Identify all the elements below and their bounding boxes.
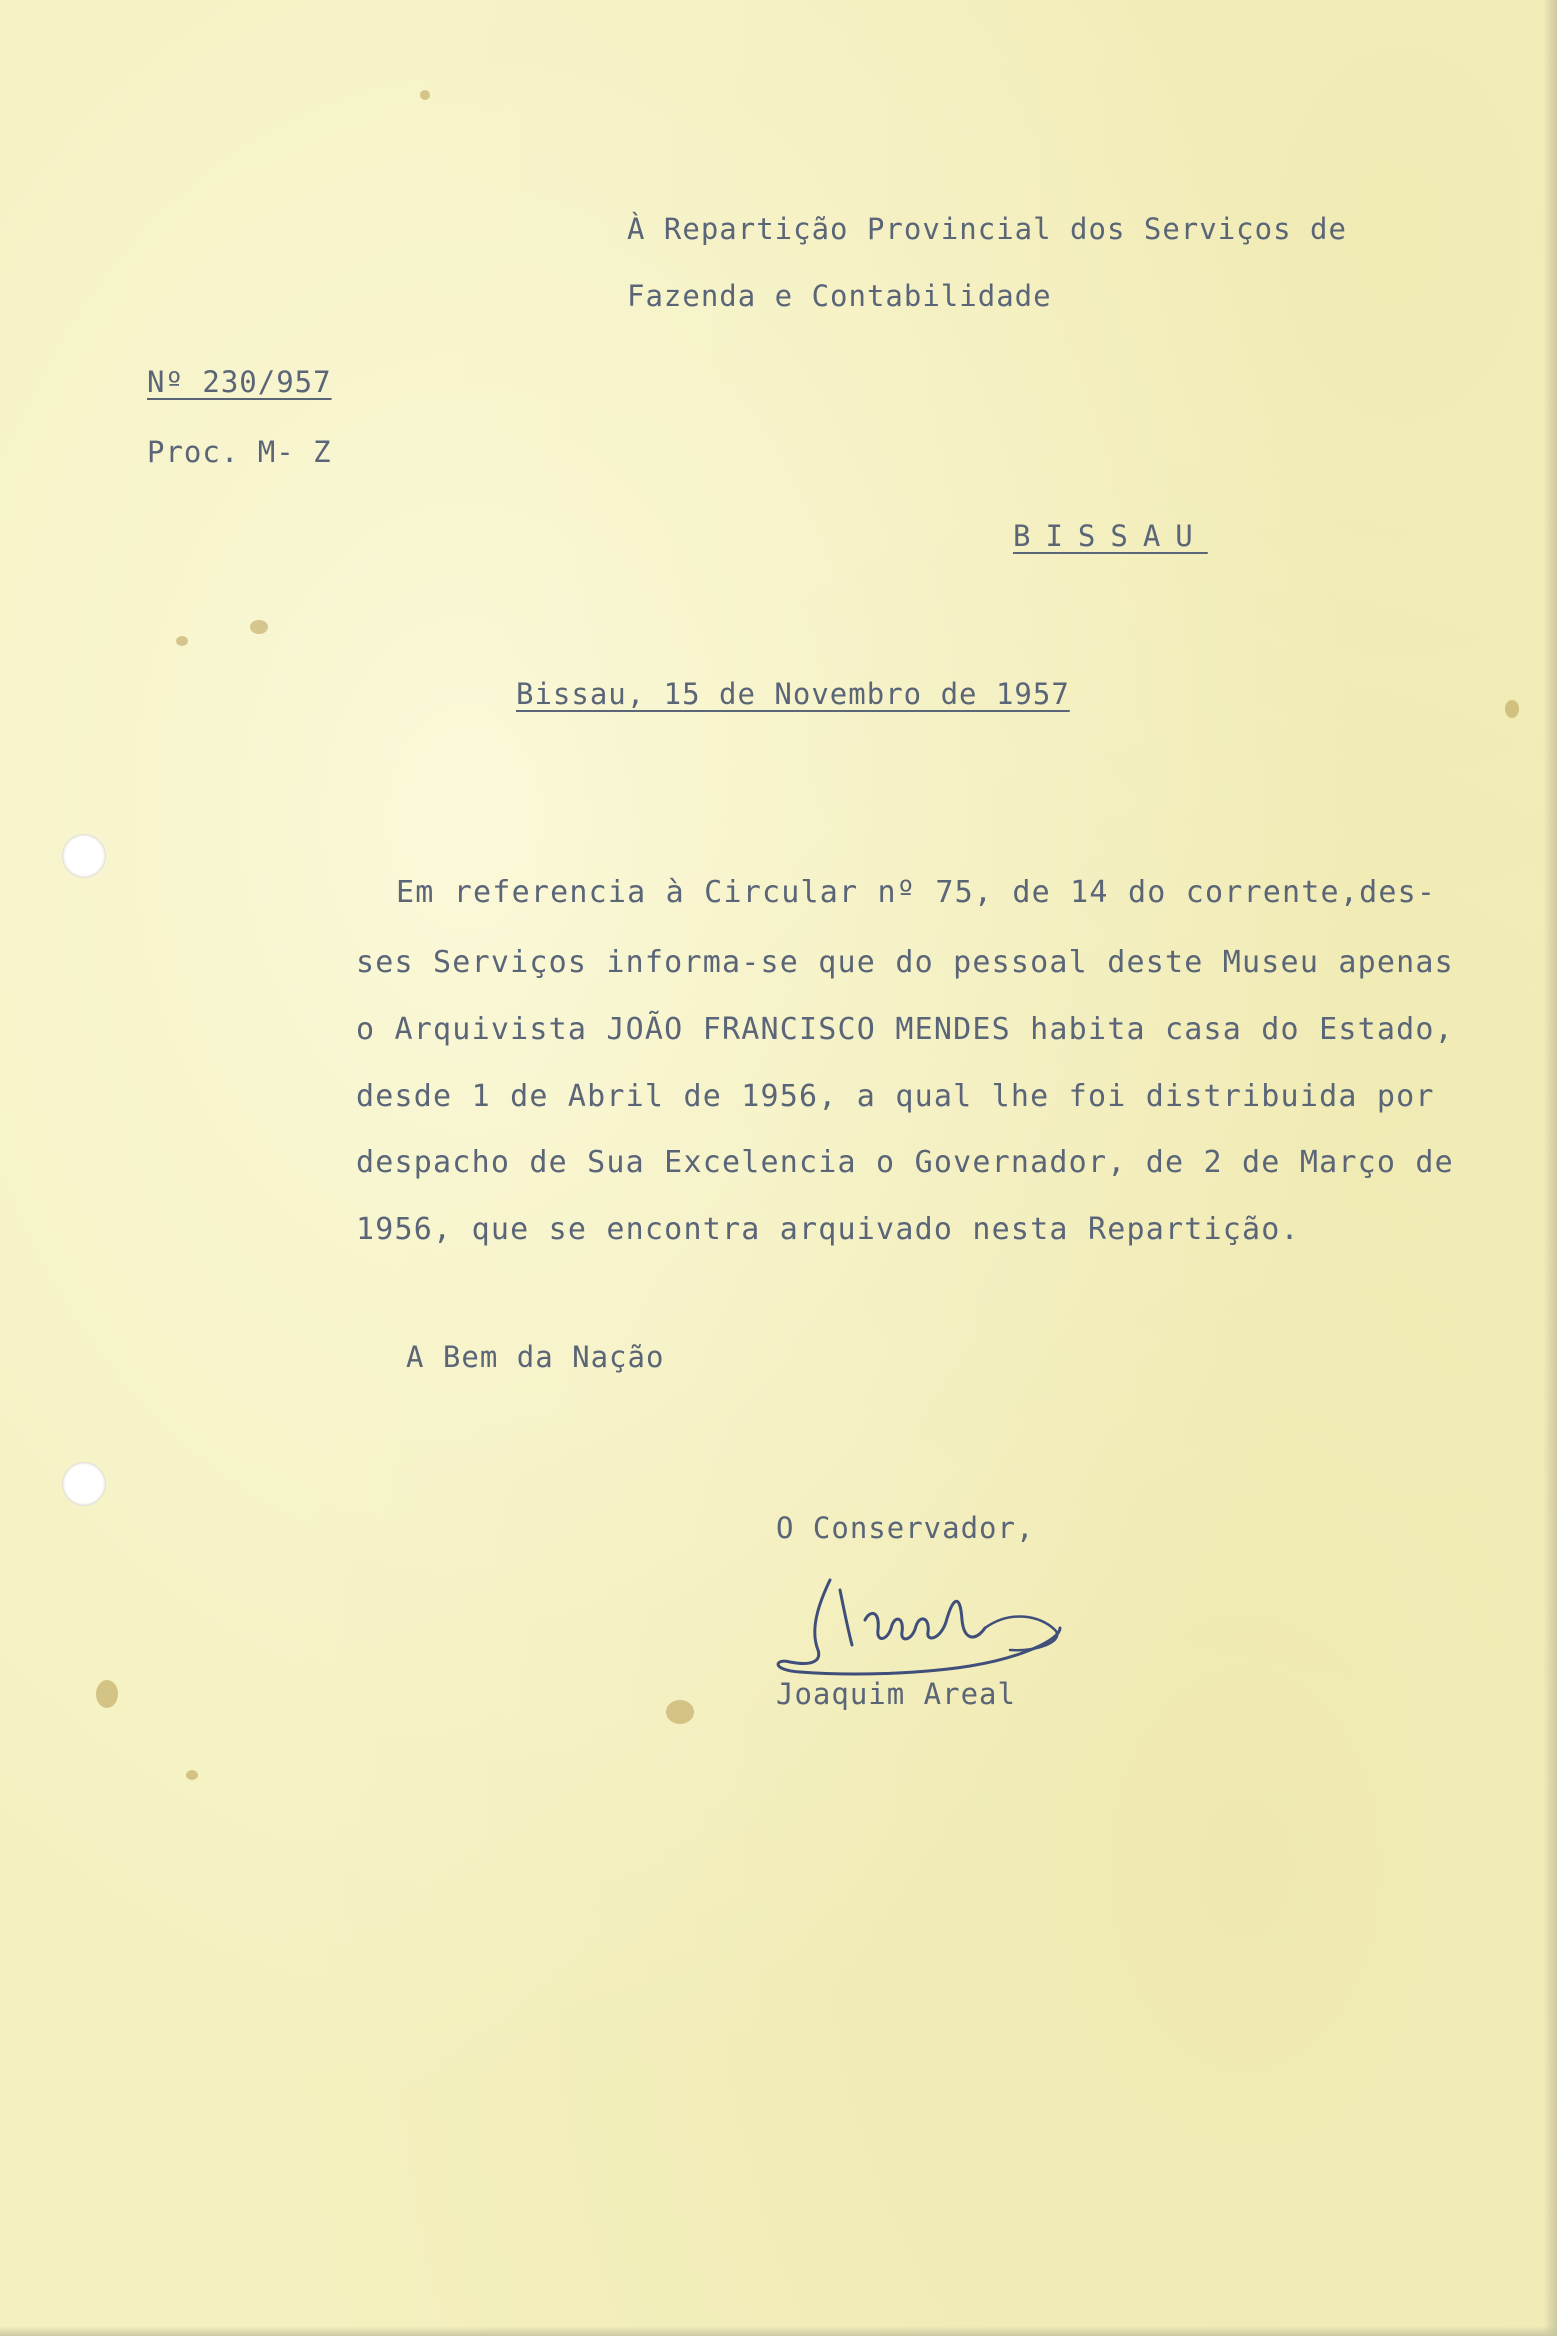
signatory-name: Joaquim Areal (776, 1677, 1016, 1711)
addressee-line-1: À Repartição Provincial dos Serviços de (627, 212, 1347, 246)
body-line: o Arquivista JOÃO FRANCISCO MENDES habita casa do Estado, (356, 1012, 1454, 1047)
punch-hole-lower (62, 1462, 106, 1506)
foxing-spot (186, 1770, 198, 1780)
addressee-line-2: Fazenda e Contabilidade (627, 279, 1052, 313)
foxing-spot (1505, 700, 1519, 718)
destination-city: BISSAU (1013, 519, 1208, 553)
foxing-spot (250, 620, 268, 634)
foxing-spot (666, 1700, 694, 1724)
reference-number: Nº 230/957 (147, 365, 332, 399)
process-reference: Proc. M- Z (147, 435, 332, 469)
signatory-role: O Conservador, (776, 1511, 1035, 1545)
body-line: 1956, que se encontra arquivado nesta Repartição. (356, 1212, 1300, 1247)
handwritten-signature (770, 1570, 1080, 1680)
body-line: ses Serviços informa-se que do pessoal deste Museu apenas (356, 945, 1454, 980)
body-line: desde 1 de Abril de 1956, a qual lhe foi distribuida por (356, 1079, 1435, 1114)
foxing-spot (96, 1680, 118, 1708)
body-line: despacho de Sua Excelencia o Governador, de 2 de Março de (356, 1145, 1454, 1180)
foxing-spot (420, 90, 430, 100)
date-line: Bissau, 15 de Novembro de 1957 (516, 677, 1070, 711)
paper-edge-right (1543, 0, 1557, 2336)
body-line: Em referencia à Circular nº 75, de 14 do corrente,des- (396, 875, 1437, 910)
paper-edge-bottom (0, 2326, 1557, 2336)
punch-hole-upper (62, 834, 106, 878)
foxing-spot (176, 636, 188, 646)
closing-salutation: A Bem da Nação (406, 1340, 665, 1374)
